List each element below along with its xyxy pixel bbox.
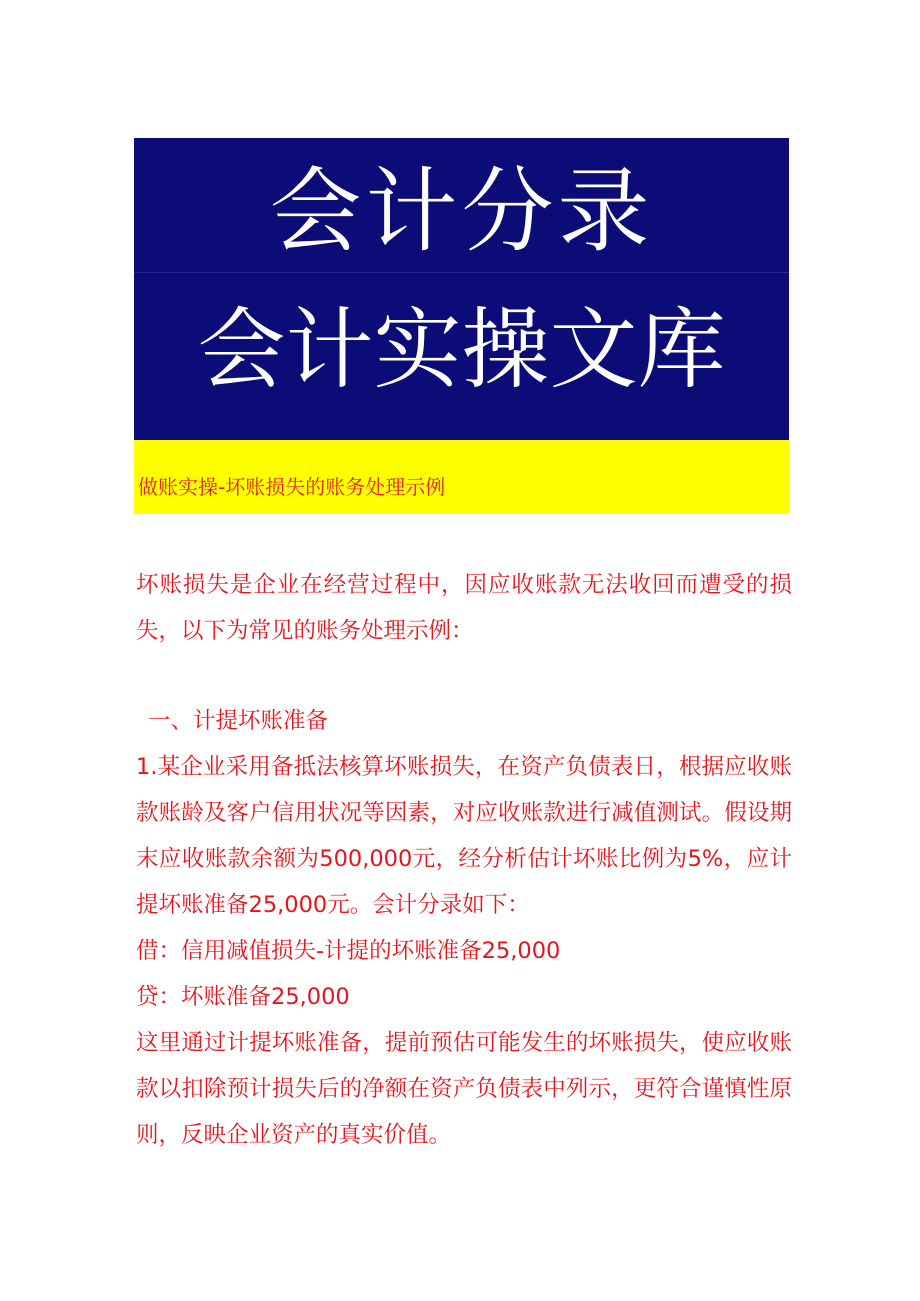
section-heading: 一、计提坏账准备 (148, 708, 329, 734)
banner-title-line-2: 会计实操文库 (197, 298, 726, 401)
debit-entry: 借：信用减值损失-计提的坏账准备25,000 (136, 938, 561, 964)
banner-title-line-1: 会计分录 (269, 158, 654, 265)
subtitle-bar (134, 440, 789, 514)
document-body (136, 562, 792, 1158)
intro-paragraph: 坏账损失是企业在经营过程中，因应收账款无法收回而遭受的损失，以下为常见的账务处理示例： (136, 572, 792, 644)
credit-entry: 贷：坏账准备25,000 (136, 984, 350, 1010)
banner-divider (134, 272, 789, 273)
title-banner (134, 138, 789, 440)
explanation-paragraph: 这里通过计提坏账准备，提前预估可能发生的坏账损失，使应收账款以扣除预计损失后的净额在资产负债表中列示，更符合谨慎性原则，反映企业资产的真实价值。 (136, 1030, 792, 1148)
subtitle-text: 做账实操-坏账损失的账务处理示例 (138, 475, 446, 499)
paragraph-spacer (136, 654, 792, 698)
example-paragraph: 1.某企业采用备抵法核算坏账损失，在资产负债表日，根据应收账款账龄及客户信用状况等因素，对应收账款进行减值测试。假设期末应收账款余额为500,000元，经分析估计坏账比例为5%，应计提坏账准备25,000元。会计分录如下： (136, 754, 792, 918)
